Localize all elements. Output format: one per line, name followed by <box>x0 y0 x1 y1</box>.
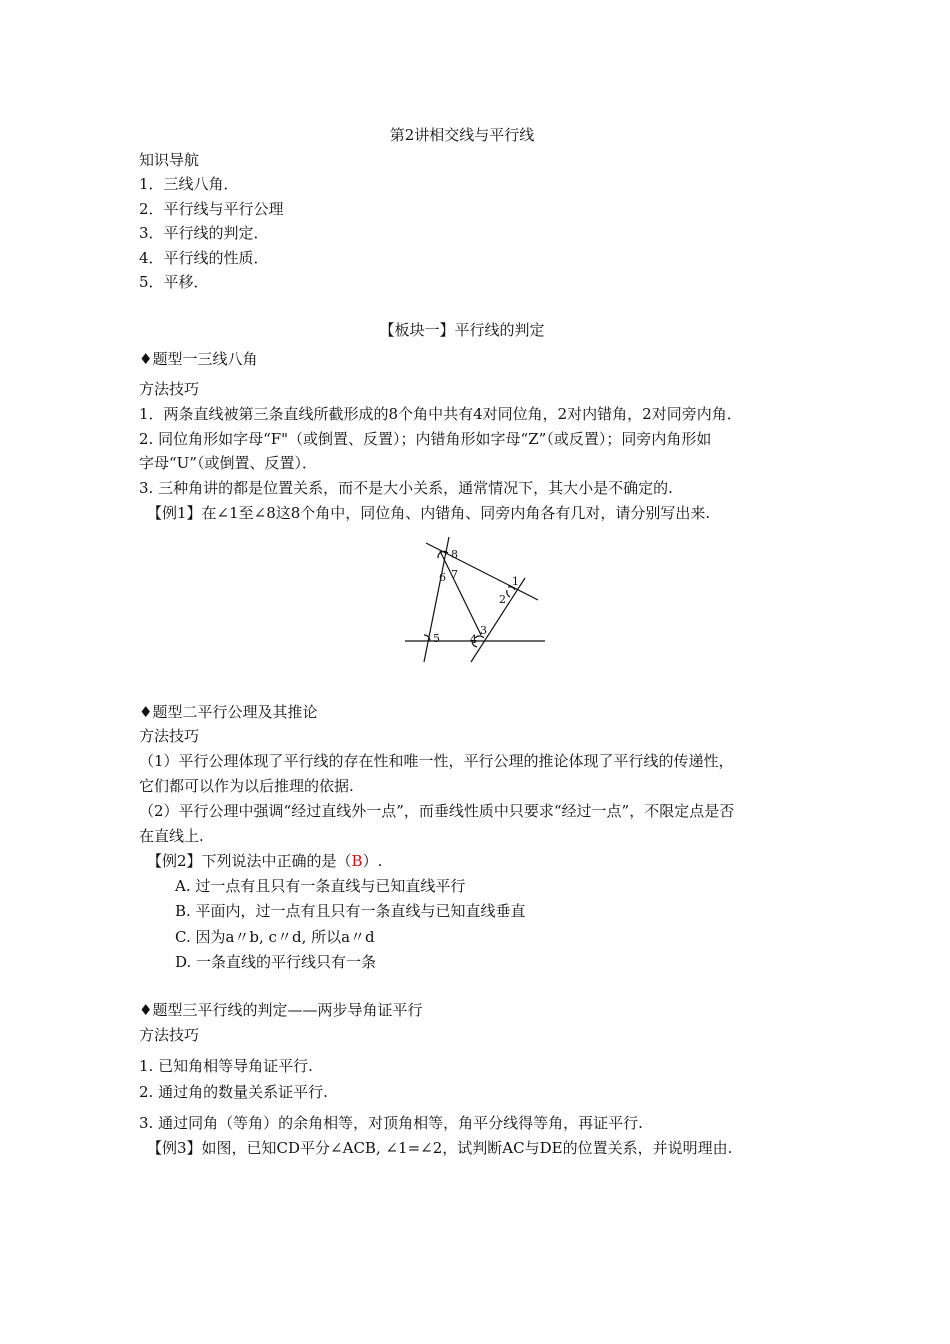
nav-item-2: 2．平行线与平行公理 <box>139 200 284 218</box>
type1-tip-3: 3. 三种角讲的都是位置关系，而不是大小关系，通常情况下，其大小是不确定的. <box>139 479 673 497</box>
type1-tip-2-line-1: 2. 同位角形如字母“F"（或倒置、反置）；内错角形如字母“Z”（或反置）；同旁内角形如 <box>139 430 712 448</box>
example-2-answer: B <box>351 852 363 870</box>
figure-line-middle <box>440 551 481 635</box>
type3-tip-2: 2. 通过角的数量关系证平行. <box>139 1083 328 1101</box>
page-title: 第2讲相交线与平行线 <box>389 126 535 144</box>
angle-figure <box>400 535 550 665</box>
nav-item-5: 5．平移． <box>139 273 209 291</box>
nav-item-1: 1．三线八角． <box>139 175 239 193</box>
angle-label-5: 5 <box>433 632 440 645</box>
figure-line-right <box>471 578 525 662</box>
type3-tip-3: 3. 通过同角（等角）的余角相等，对顶角相等，角平分线得等角，再证平行. <box>139 1114 643 1132</box>
type1-tip-1: 1．两条直线被第三条直线所截形成的8个角中共有4对同位角，2对内错角，2对同旁内角． <box>139 405 742 423</box>
type2-para-1-line-2: 它们都可以作为以后推理的依据. <box>139 777 354 795</box>
angle-label-2: 2 <box>499 593 506 606</box>
section-heading: 【板块一】平行线的判定 <box>379 321 545 339</box>
angle-label-6: 6 <box>439 571 446 584</box>
example-2-prefix: 【例2】下列说法中正确的是（ <box>147 852 352 870</box>
type1-heading: ♦题型一三线八角 <box>139 350 258 368</box>
option-d: D. 一条直线的平行线只有一条 <box>175 953 377 971</box>
nav-heading: 知识导航 <box>139 151 200 169</box>
angle-label-3: 3 <box>480 624 487 637</box>
angle-label-8: 8 <box>451 548 458 561</box>
type3-method: 方法技巧 <box>139 1026 200 1044</box>
type2-para-1-line-1: （1）平行公理体现了平行线的存在性和唯一性，平行公理的推论体现了平行线的传递性， <box>139 752 734 770</box>
angle-label-4: 4 <box>470 633 477 646</box>
type1-tip-2-line-2: 字母“U”（或倒置、反置）． <box>139 454 317 472</box>
option-a: A. 过一点有且只有一条直线与已知直线平行 <box>175 877 466 895</box>
nav-item-4: 4．平行线的性质． <box>139 249 269 267</box>
type3-tip-1: 1. 已知角相等导角证平行. <box>139 1057 313 1075</box>
type2-heading: ♦题型二平行公理及其推论 <box>139 703 318 721</box>
option-c: C. 因为a〃b, c〃d, 所以a〃d <box>175 928 375 946</box>
example-1: 【例1】在∠1至∠8这8个角中，同位角、内错角、同旁内角各有几对，请分别写出来. <box>147 504 711 522</box>
option-b: B. 平面内，过一点有且只有一条直线与已知直线垂直 <box>175 902 526 920</box>
type1-method: 方法技巧 <box>139 380 200 398</box>
example-3: 【例3】如图，已知CD平分∠ACB, ∠1=∠2，试判断AC与DE的位置关系，并说明理由. <box>147 1139 733 1157</box>
example-2 <box>147 851 382 871</box>
type3-heading: ♦题型三平行线的判定——两步导角证平行 <box>139 1001 423 1019</box>
example-2-suffix: ）. <box>362 852 383 870</box>
type2-para-2-line-1: （2）平行公理中强调“经过直线外一点”，而垂线性质中只要求“经过一点”，不限定点是否 <box>139 802 735 820</box>
type2-method: 方法技巧 <box>139 727 200 745</box>
nav-item-3: 3．平行线的判定． <box>139 224 269 242</box>
angle-label-1: 1 <box>512 575 519 588</box>
angle-arc-2 <box>507 590 510 597</box>
angle-label-7: 7 <box>451 568 458 581</box>
type2-para-2-line-2: 在直线上. <box>139 827 204 845</box>
